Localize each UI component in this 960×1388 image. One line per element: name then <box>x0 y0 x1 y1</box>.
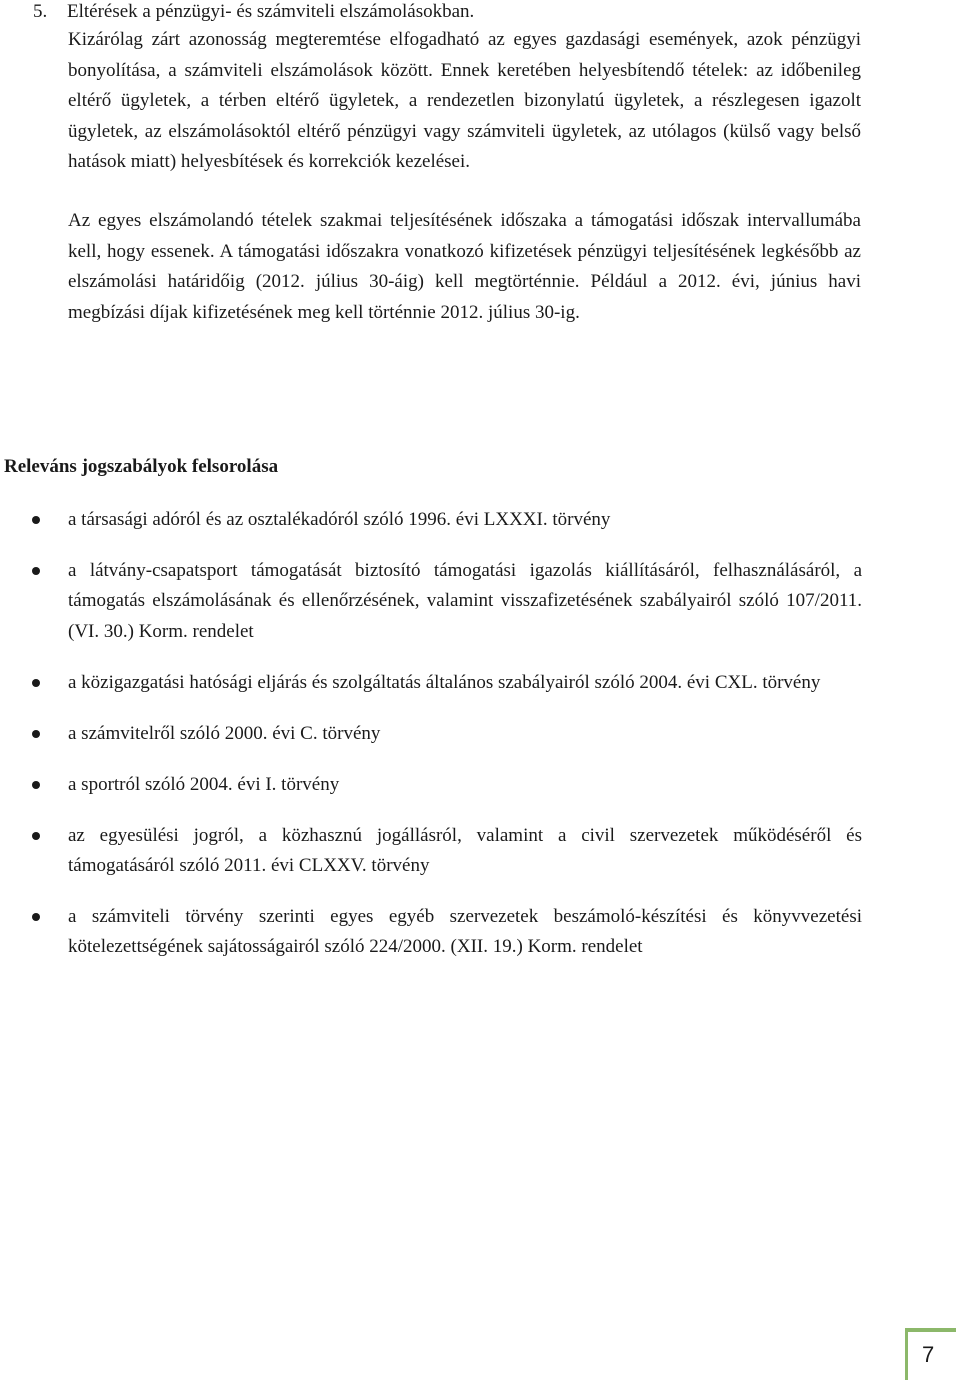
paragraph-text: Kizárólag zárt azonosság megteremtése elfogadható az egyes gazdasági események, azok pénzügyi bonyolítása, a számviteli elszámolások között. Ennek keretében helyesbítendő tételek: az időbenileg eltérő ügyletek, a térben eltérő ügyletek, a rendezetlen bizonylatú ügyletek, a részlegesen igazolt ügyletek, az elszámolásoktól eltérő pénzügyi vagy számviteli ügyletek, az utólagos (külső vagy belső hatások miatt) helyesbítések és korrekciók kezelései. <box>68 29 861 173</box>
section-heading <box>33 0 913 24</box>
section-title: Eltérések a pénzügyi- és számviteli elszámolásokban. <box>67 1 475 22</box>
list-item <box>0 505 862 535</box>
paragraph-text: Az egyes elszámolandó tételek szakmai teljesítésének időszaka a támogatási időszak intervallumába kell, hogy essenek. A támogatási időszakra vonatkozó kifizetések pénzügyi teljesítésének legkésőbb az elszámolási határidőig (2012. július 30-áig) kell megtörténnie. Például a 2012. évi, június havi megbízási díjak kifizetésének meg kell történnie 2012. július 30-ig. <box>68 210 861 323</box>
section-number: 5. <box>33 1 48 22</box>
paragraph-support-period <box>68 206 861 328</box>
footer-rule-top <box>905 1328 956 1332</box>
list-item <box>0 770 862 800</box>
list-item-text: a látvány-csapatsport támogatását biztosító támogatási igazolás kiállításáról, felhasználásáról, a támogatás elszámolásának és ellenőrzésének, valamint visszafizetésének szabályairól szóló 107/2011. (VI. 30.) Korm. rendelet <box>68 559 862 642</box>
list-item <box>0 719 862 749</box>
list-item <box>0 821 862 882</box>
bullet-icon <box>32 567 40 575</box>
bullet-icon <box>32 913 40 921</box>
bullet-icon <box>32 679 40 687</box>
bullet-icon <box>32 781 40 789</box>
list-item <box>0 668 862 698</box>
list-item-text: az egyesülési jogról, a közhasznú jogállásról, valamint a civil szervezetek működéséről és támogatásáról szóló 2011. évi CLXXV. törvény <box>68 824 862 876</box>
page-number: 7 <box>922 1342 935 1367</box>
list-item <box>0 902 862 963</box>
list-item-text: a számvitelről szóló 2000. évi C. törvény <box>68 722 381 744</box>
list-item-text: a közigazgatási hatósági eljárás és szolgáltatás általános szabályairól szóló 2004. évi CXL. törvény <box>68 671 821 693</box>
laws-list <box>0 505 862 983</box>
laws-heading: Releváns jogszabályok felsorolása <box>4 456 279 477</box>
list-item-text: a társasági adóról és az osztalékadóról szóló 1996. évi LXXXI. törvény <box>68 509 611 530</box>
list-item-text: a sportról szóló 2004. évi I. törvény <box>68 773 340 795</box>
list-item-text: a számviteli törvény szerinti egyes egyéb szervezetek beszámoló-készítési és könyvvezetési kötelezettségének sajátosságairól szóló 224/2000. (XII. 19.) Korm. rendelet <box>68 905 862 958</box>
bullet-icon <box>32 832 40 840</box>
footer-rule-left <box>905 1328 908 1380</box>
bullet-icon <box>32 516 40 524</box>
page-footer <box>905 1328 956 1380</box>
list-item <box>0 556 862 647</box>
bullet-icon <box>32 730 40 738</box>
paragraph-reconciliation <box>68 25 861 178</box>
